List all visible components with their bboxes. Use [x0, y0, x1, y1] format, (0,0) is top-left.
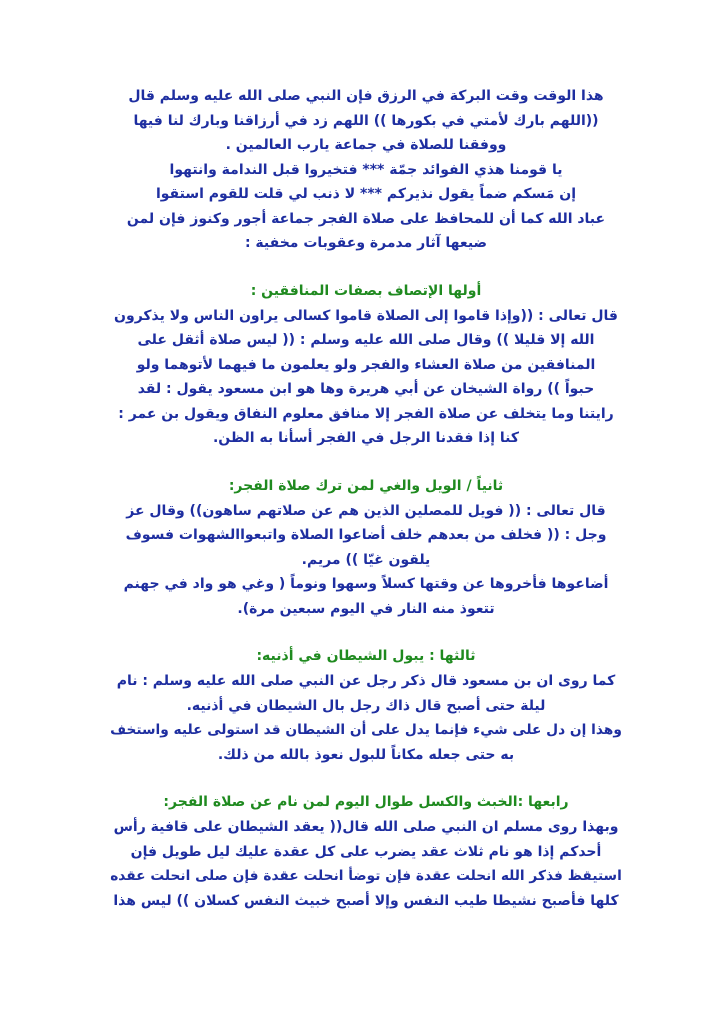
- text-line: الله إلا قليلا )) وقال صلى الله عليه وسلم : (( ليس صلاة أثقل على: [137, 332, 595, 348]
- text-line: يلقون غيّا )) مريم.: [301, 551, 431, 568]
- poem-line: إن مَسكم ضماً يقول نذيركم *** لا ذنب لي قلت للقوم استقوا: [155, 186, 577, 202]
- text-line: كما روى ان بن مسعود قال ذكر رجل عن النبي صلى الله عليه وسلم : نام: [116, 673, 616, 689]
- text-line: أحدكم إذا هو نام ثلاث عقد يضرب على كل عقدة عليك ليل طويل فإن: [130, 843, 602, 860]
- text-line: حبواً )) رواة الشيخان عن أبي هريرة وها هو ابن مسعود يقول : لقد: [137, 381, 595, 397]
- section-heading: ثالثها : يبول الشيطان في أذنيه:: [256, 648, 476, 664]
- text-line: أضاعوها فأخروها عن وقتها كسلاً وسهوا ونوماً ( وغي هو واد في جهنم: [123, 576, 609, 592]
- text-line: كلها فأصبح نشيطا طيب النفس وإلا أصبح خبيث النفس كسلان )) ليس هذا: [113, 892, 619, 909]
- text-line: ((اللهم بارك لأمتي في بكورها )) اللهم زد في أرزاقنا وبارك لنا فيها: [133, 112, 599, 129]
- text-line: استيقظ فذكر الله انحلت عقدة فإن توضأ انحلت عقدة فإن صلى انحلت عقده: [110, 868, 622, 884]
- poem-line: يا قومنا هذي الفوائد جمّة *** فتخيروا قبل الندامة وانتهوا: [169, 161, 563, 178]
- section-body: [108, 669, 624, 767]
- section-heading: ثانياً / الويل والغي لمن ترك صلاة الفجر:: [228, 477, 504, 494]
- text-line: ضيعها آثار مدمرة وعقوبات مخفية :: [244, 235, 488, 251]
- text-line: عباد الله كما أن للمحافظ على صلاة الفجر جماعة أجور وكنوز فإن لمن: [126, 210, 606, 227]
- intro-paragraph: [108, 84, 624, 256]
- text-line: ووفقنا للصلاة في جماعة يارب العالمين .: [225, 137, 507, 153]
- section-body: [108, 815, 624, 913]
- text-line: قال تعالى : (( فويل للمصلين الذين هم عن صلاتهم ساهون)) وقال عز: [126, 502, 606, 519]
- text-line: هذا الوقت وقت البركة في الرزق فإن النبي صلى الله عليه وسلم قال: [128, 88, 604, 104]
- text-line: وهذا إن دل على شيء فإنما يدل على أن الشيطان قد استولى عليه واستخف: [110, 722, 622, 738]
- section-heading: رابعها :الخبث والكسل طوال اليوم لمن نام عن صلاة الفجر:: [163, 794, 569, 810]
- text-line: قال تعالى : ((وإذا قاموا إلى الصلاة قاموا كسالى يراون الناس ولا يذكرون: [114, 307, 618, 324]
- section-heading: أولها الإتصاف بصفات المنافقين :: [250, 282, 482, 299]
- text-line: ليلة حتى أصبح قال ذاك رجل بال الشيطان في أذنيه.: [186, 697, 546, 714]
- section-body: [108, 499, 624, 622]
- text-line: كنا إذا فقدنا الرجل في الفجر أسأنا به الظن.: [212, 430, 520, 446]
- text-line: تتعوذ منه النار في اليوم سبعين مرة).: [237, 600, 495, 617]
- text-line: المنافقين من صلاة العشاء والفجر ولو يعلمون ما فيهما لأتوهما ولو: [136, 356, 596, 373]
- text-line: وبهذا روى مسلم ان النبي صلى الله قال(( يعقد الشيطان على قافية رأس: [113, 819, 619, 835]
- text-line: به حتى جعله مكاناً للبول نعوذ بالله من ذلك.: [217, 746, 515, 763]
- section-body: [108, 304, 624, 451]
- document-page: [108, 84, 624, 913]
- text-line: رايتنا وما يتخلف عن صلاة الفجر إلا منافق معلوم النفاق ويقول بن عمر :: [118, 405, 614, 422]
- text-line: وجل : (( فخلف من بعدهم خلف أضاعوا الصلاة واتبعواالشهوات فسوف: [125, 527, 607, 543]
